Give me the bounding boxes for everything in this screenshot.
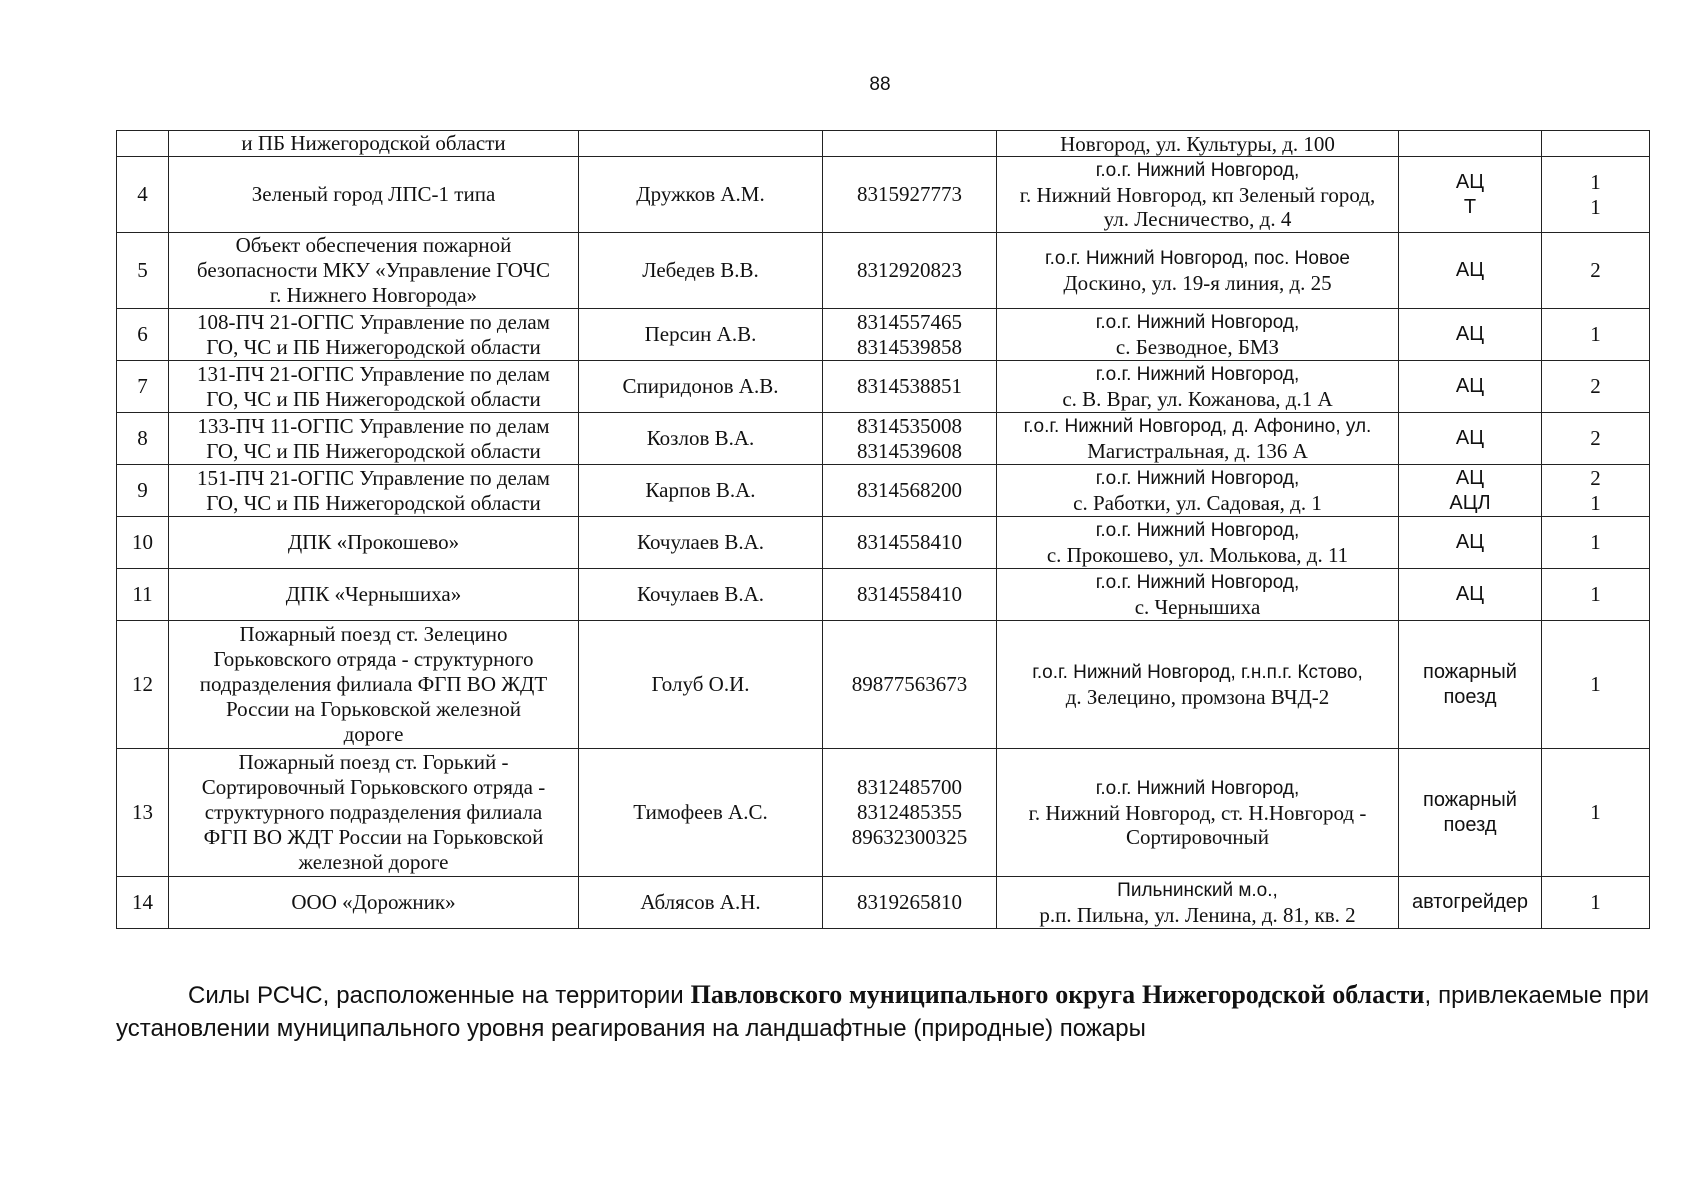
table-row: [117, 877, 1650, 929]
vehicle-type: АЦ: [1455, 259, 1485, 281]
vehicle-type: АЦ: [1455, 375, 1485, 397]
vehicle-count-cell: [1542, 131, 1650, 157]
unit-name-cell: Объект обеспечения пожарной безопасности МКУ «Управление ГОЧС г. Нижнего Новгорода»: [169, 233, 579, 309]
forces-table: [116, 130, 1650, 929]
address-line: Сортировочный: [1125, 824, 1270, 849]
head-name-cell: Спиридонов А.В.: [579, 361, 823, 413]
vehicle-type-cell: [1399, 749, 1542, 877]
vehicle-type-cell: [1399, 309, 1542, 361]
address-cell: [997, 465, 1399, 517]
address-line: Доскино, ул. 19-я линия, д. 25: [1063, 270, 1332, 295]
phone-cell: [823, 361, 997, 413]
vehicle-count-cell: [1542, 413, 1650, 465]
address-line: г. Нижний Новгород, кп Зеленый город,: [1019, 182, 1376, 207]
vehicle-type: АЦ: [1455, 427, 1485, 449]
vehicle-type: АЦ: [1455, 531, 1485, 553]
vehicle-type-cell: [1399, 233, 1542, 309]
table-row: [117, 131, 1650, 157]
vehicle-type-cell: [1399, 413, 1542, 465]
address-cell: [997, 569, 1399, 621]
table-row: [117, 361, 1650, 413]
vehicle-count: 1: [1590, 530, 1601, 554]
address-line: г. Нижний Новгород, ст. Н.Новгород -: [1028, 800, 1367, 825]
address-cell: [997, 157, 1399, 233]
row-number-cell: 13: [117, 749, 169, 877]
phone-number: 8314535008: [857, 413, 962, 438]
unit-name-cell: Пожарный поезд ст. Зелецино Горьковского отряда - структурного подразделения филиала ФГП ВО ЖДТ России на Горьковской железной дороге: [169, 621, 579, 749]
vehicle-count-cell: [1542, 233, 1650, 309]
phone-number: 8314558410: [857, 530, 962, 554]
paragraph-prefix: Силы РСЧС, расположенные на территории: [188, 982, 691, 1009]
section-paragraph: [116, 978, 1649, 1045]
paragraph-bold-region: Павловского муниципального округа Нижегородской области: [690, 980, 1425, 1009]
head-name-cell: Тимофеев А.С.: [579, 749, 823, 877]
phone-cell: [823, 621, 997, 749]
phone-cell: [823, 157, 997, 233]
vehicle-type: Т: [1463, 195, 1477, 218]
phone-number: 8312485355: [857, 800, 962, 824]
vehicle-count: 1: [1590, 322, 1601, 346]
unit-name-cell: 108-ПЧ 21-ОГПС Управление по делам ГО, ЧС и ПБ Нижегородской области: [169, 309, 579, 361]
address-line: г.о.г. Нижний Новгород,: [1095, 519, 1300, 541]
head-name-cell: Аблясов А.Н.: [579, 877, 823, 929]
phone-cell: [823, 233, 997, 309]
head-name-cell: Кочулаев В.А.: [579, 517, 823, 569]
address-cell: [997, 131, 1399, 157]
phone-cell: [823, 749, 997, 877]
address-line: с. Работки, ул. Садовая, д. 1: [1073, 490, 1322, 515]
table-row: [117, 621, 1650, 749]
vehicle-type: АЦ: [1455, 323, 1485, 345]
phone-number: 89632300325: [851, 825, 968, 849]
vehicle-count-cell: [1542, 361, 1650, 413]
address-cell: [997, 361, 1399, 413]
phone-number: 8314558410: [857, 582, 962, 606]
address-line: ул. Лесничество, д. 4: [1103, 206, 1292, 231]
unit-name-cell: Зеленый город ЛПС-1 типа: [169, 157, 579, 233]
address-line: г.о.г. Нижний Новгород, пос. Новое: [1045, 247, 1350, 269]
head-name-cell: Козлов В.А.: [579, 413, 823, 465]
phone-cell: [823, 309, 997, 361]
phone-number: 8312920823: [857, 258, 962, 282]
head-name-cell: Персин А.В.: [579, 309, 823, 361]
vehicle-count: 2: [1590, 426, 1601, 450]
phone-cell: [823, 877, 997, 929]
phone-cell: [823, 465, 997, 517]
vehicle-count-cell: [1542, 569, 1650, 621]
row-number-cell: 14: [117, 877, 169, 929]
address-line: Новгород, ул. Культуры, д. 100: [1060, 131, 1335, 156]
unit-name-cell: 133-ПЧ 11-ОГПС Управление по делам ГО, ЧС и ПБ Нижегородской области: [169, 413, 579, 465]
vehicle-count-cell: [1542, 749, 1650, 877]
row-number-cell: [117, 131, 169, 157]
phone-number: 8315927773: [857, 182, 962, 206]
phone-number: 8312485700: [857, 775, 962, 799]
vehicle-type-cell: [1399, 877, 1542, 929]
unit-name-cell: Пожарный поезд ст. Горький - Сортировочный Горьковского отряда - структурного подразделения филиала ФГП ВО ЖДТ России на Горьковской железной дороге: [169, 749, 579, 877]
phone-number: 8314557465: [857, 309, 962, 334]
vehicle-count-cell: [1542, 517, 1650, 569]
vehicle-count: 1: [1590, 169, 1601, 194]
paragraph-suffix: , привлекаемые при установлении муниципального уровня реагирования на ландшафтные (природные) пожары: [116, 982, 1649, 1042]
head-name-cell: Лебедев В.В.: [579, 233, 823, 309]
phone-number: 8314539608: [857, 438, 962, 463]
address-line: с. В. Враг, ул. Кожанова, д.1 А: [1062, 386, 1333, 411]
address-line: р.п. Пильна, ул. Ленина, д. 81, кв. 2: [1039, 902, 1356, 927]
vehicle-count-cell: [1542, 621, 1650, 749]
unit-name-cell: ООО «Дорожник»: [169, 877, 579, 929]
row-number-cell: 5: [117, 233, 169, 309]
address-line: г.о.г. Нижний Новгород,: [1095, 571, 1300, 593]
address-line: д. Зелецино, промзона ВЧД-2: [1065, 684, 1330, 709]
vehicle-type: поезд: [1443, 813, 1497, 836]
vehicle-type-cell: [1399, 361, 1542, 413]
address-cell: [997, 517, 1399, 569]
vehicle-type: поезд: [1443, 685, 1497, 708]
vehicle-type-cell: [1399, 517, 1542, 569]
phone-number: 8314539858: [857, 334, 962, 359]
vehicle-type: АЦ: [1455, 583, 1485, 605]
head-name-cell: Кочулаев В.А.: [579, 569, 823, 621]
vehicle-count: 1: [1590, 800, 1601, 824]
row-number-cell: 11: [117, 569, 169, 621]
unit-name-cell: ДПК «Чернышиха»: [169, 569, 579, 621]
vehicle-type: автогрейдер: [1412, 891, 1528, 913]
table-row: [117, 517, 1650, 569]
head-name-cell: [579, 131, 823, 157]
vehicle-count: 1: [1590, 890, 1601, 914]
vehicle-count-cell: [1542, 465, 1650, 517]
table-row: [117, 569, 1650, 621]
vehicle-type-cell: [1399, 621, 1542, 749]
table-row: [117, 309, 1650, 361]
vehicle-type: пожарный: [1423, 660, 1517, 683]
address-cell: [997, 309, 1399, 361]
table-row: [117, 413, 1650, 465]
row-number-cell: 12: [117, 621, 169, 749]
phone-number: 8319265810: [857, 890, 962, 914]
row-number-cell: 7: [117, 361, 169, 413]
vehicle-count: 1: [1590, 672, 1601, 696]
head-name-cell: Голуб О.И.: [579, 621, 823, 749]
vehicle-count: 2: [1590, 374, 1601, 398]
phone-cell: [823, 413, 997, 465]
phone-number: 8314568200: [857, 478, 962, 502]
phone-number: 89877563673: [851, 672, 968, 696]
vehicle-count: 1: [1590, 582, 1601, 606]
table-row: [117, 233, 1650, 309]
row-number-cell: 4: [117, 157, 169, 233]
vehicle-type-cell: [1399, 465, 1542, 517]
vehicle-count: 1: [1590, 490, 1601, 515]
address-cell: [997, 413, 1399, 465]
address-line: г.о.г. Нижний Новгород,: [1095, 363, 1300, 385]
row-number-cell: 9: [117, 465, 169, 517]
vehicle-type: АЦ: [1455, 466, 1485, 489]
address-line: с. Чернышиха: [1134, 594, 1261, 619]
table-row: [117, 157, 1650, 233]
vehicle-type-cell: [1399, 569, 1542, 621]
address-cell: [997, 749, 1399, 877]
address-line: г.о.г. Нижний Новгород, д. Афонино, ул.: [1023, 415, 1372, 437]
address-line: г.о.г. Нижний Новгород,: [1095, 467, 1300, 489]
table-row: [117, 465, 1650, 517]
vehicle-count-cell: [1542, 877, 1650, 929]
address-line: с. Прокошево, ул. Молькова, д. 11: [1046, 542, 1349, 567]
phone-number: 8314538851: [857, 374, 962, 398]
page-number: 88: [869, 74, 891, 95]
address-line: Пильнинский м.о.,: [1117, 879, 1278, 901]
vehicle-type-cell: [1399, 131, 1542, 157]
address-line: г.о.г. Нижний Новгород,: [1095, 311, 1300, 333]
address-line: г.о.г. Нижний Новгород,: [1095, 159, 1300, 181]
address-line: Магистральная, д. 136 А: [1087, 438, 1308, 463]
row-number-cell: 6: [117, 309, 169, 361]
vehicle-count: 1: [1590, 194, 1601, 219]
unit-name-cell: и ПБ Нижегородской области: [169, 131, 579, 157]
phone-cell: [823, 569, 997, 621]
vehicle-count-cell: [1542, 309, 1650, 361]
head-name-cell: Дружков А.М.: [579, 157, 823, 233]
unit-name-cell: ДПК «Прокошево»: [169, 517, 579, 569]
vehicle-count-cell: [1542, 157, 1650, 233]
vehicle-count: 2: [1590, 465, 1601, 490]
vehicle-type: пожарный: [1423, 788, 1517, 811]
unit-name-cell: 151-ПЧ 21-ОГПС Управление по делам ГО, ЧС и ПБ Нижегородской области: [169, 465, 579, 517]
phone-cell: [823, 131, 997, 157]
vehicle-type: АЦ: [1455, 170, 1485, 193]
address-cell: [997, 621, 1399, 749]
address-line: г.о.г. Нижний Новгород,: [1095, 777, 1300, 799]
address-cell: [997, 877, 1399, 929]
address-line: г.о.г. Нижний Новгород, г.н.п.г. Кстово,: [1032, 661, 1363, 683]
phone-cell: [823, 517, 997, 569]
vehicle-type-cell: [1399, 157, 1542, 233]
vehicle-count: 2: [1590, 258, 1601, 282]
table-row: [117, 749, 1650, 877]
unit-name-cell: 131-ПЧ 21-ОГПС Управление по делам ГО, ЧС и ПБ Нижегородской области: [169, 361, 579, 413]
vehicle-type: АЦЛ: [1449, 491, 1491, 514]
address-line: с. Безводное, БМЗ: [1115, 334, 1280, 359]
address-cell: [997, 233, 1399, 309]
row-number-cell: 8: [117, 413, 169, 465]
head-name-cell: Карпов В.А.: [579, 465, 823, 517]
row-number-cell: 10: [117, 517, 169, 569]
